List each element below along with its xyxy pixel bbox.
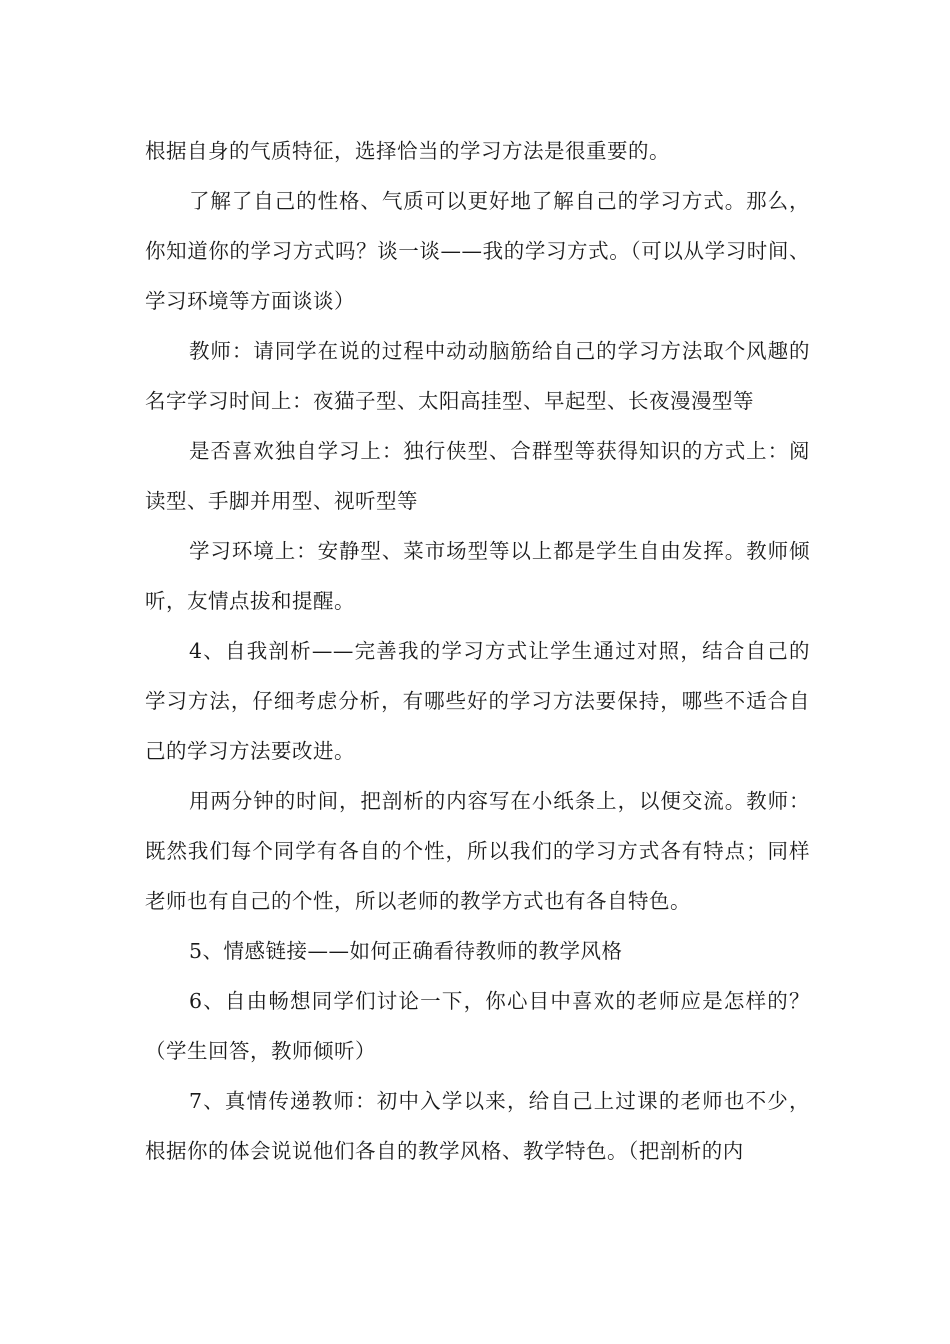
paragraph: 根据自身的气质特征，选择恰当的学习方法是很重要的。 (145, 139, 670, 163)
paragraph: 6、自由畅想同学们讨论一下，你心目中喜欢的老师应是怎样的？（学生回答，教师倾听） (145, 989, 810, 1063)
paragraph: 7、真情传递教师：初中入学以来，给自己上过课的老师也不少，根据你的体会说说他们各自的教学风格、教学特色。（把剖析的内 (145, 1089, 810, 1163)
paragraph: 5、情感链接——如何正确看待教师的教学风格 (189, 939, 623, 963)
paragraph: 是否喜欢独自学习上：独行侠型、合群型等获得知识的方式上：阅读型、手脚并用型、视听型等 (145, 439, 810, 513)
paragraph: 4、自我剖析——完善我的学习方式让学生通过对照，结合自己的学习方法，仔细考虑分析，有哪些好的学习方法要保持，哪些不适合自己的学习方法要改进。 (145, 639, 810, 763)
paragraph: 用两分钟的时间，把剖析的内容写在小纸条上，以便交流。教师：既然我们每个同学有各自的个性，所以我们的学习方式各有特点；同样老师也有自己的个性，所以老师的教学方式也有各自特色。 (145, 789, 810, 913)
paragraph: 教师：请同学在说的过程中动动脑筋给自己的学习方法取个风趣的名字学习时间上：夜猫子型、太阳高挂型、早起型、长夜漫漫型等 (145, 339, 810, 413)
document-body (145, 126, 810, 1176)
paragraph: 了解了自己的性格、气质可以更好地了解自己的学习方式。那么，你知道你的学习方式吗？谈一谈——我的学习方式。（可以从学习时间、学习环境等方面谈谈） (145, 189, 810, 313)
paragraph: 学习环境上：安静型、菜市场型等以上都是学生自由发挥。教师倾听，友情点拔和提醒。 (145, 539, 810, 613)
